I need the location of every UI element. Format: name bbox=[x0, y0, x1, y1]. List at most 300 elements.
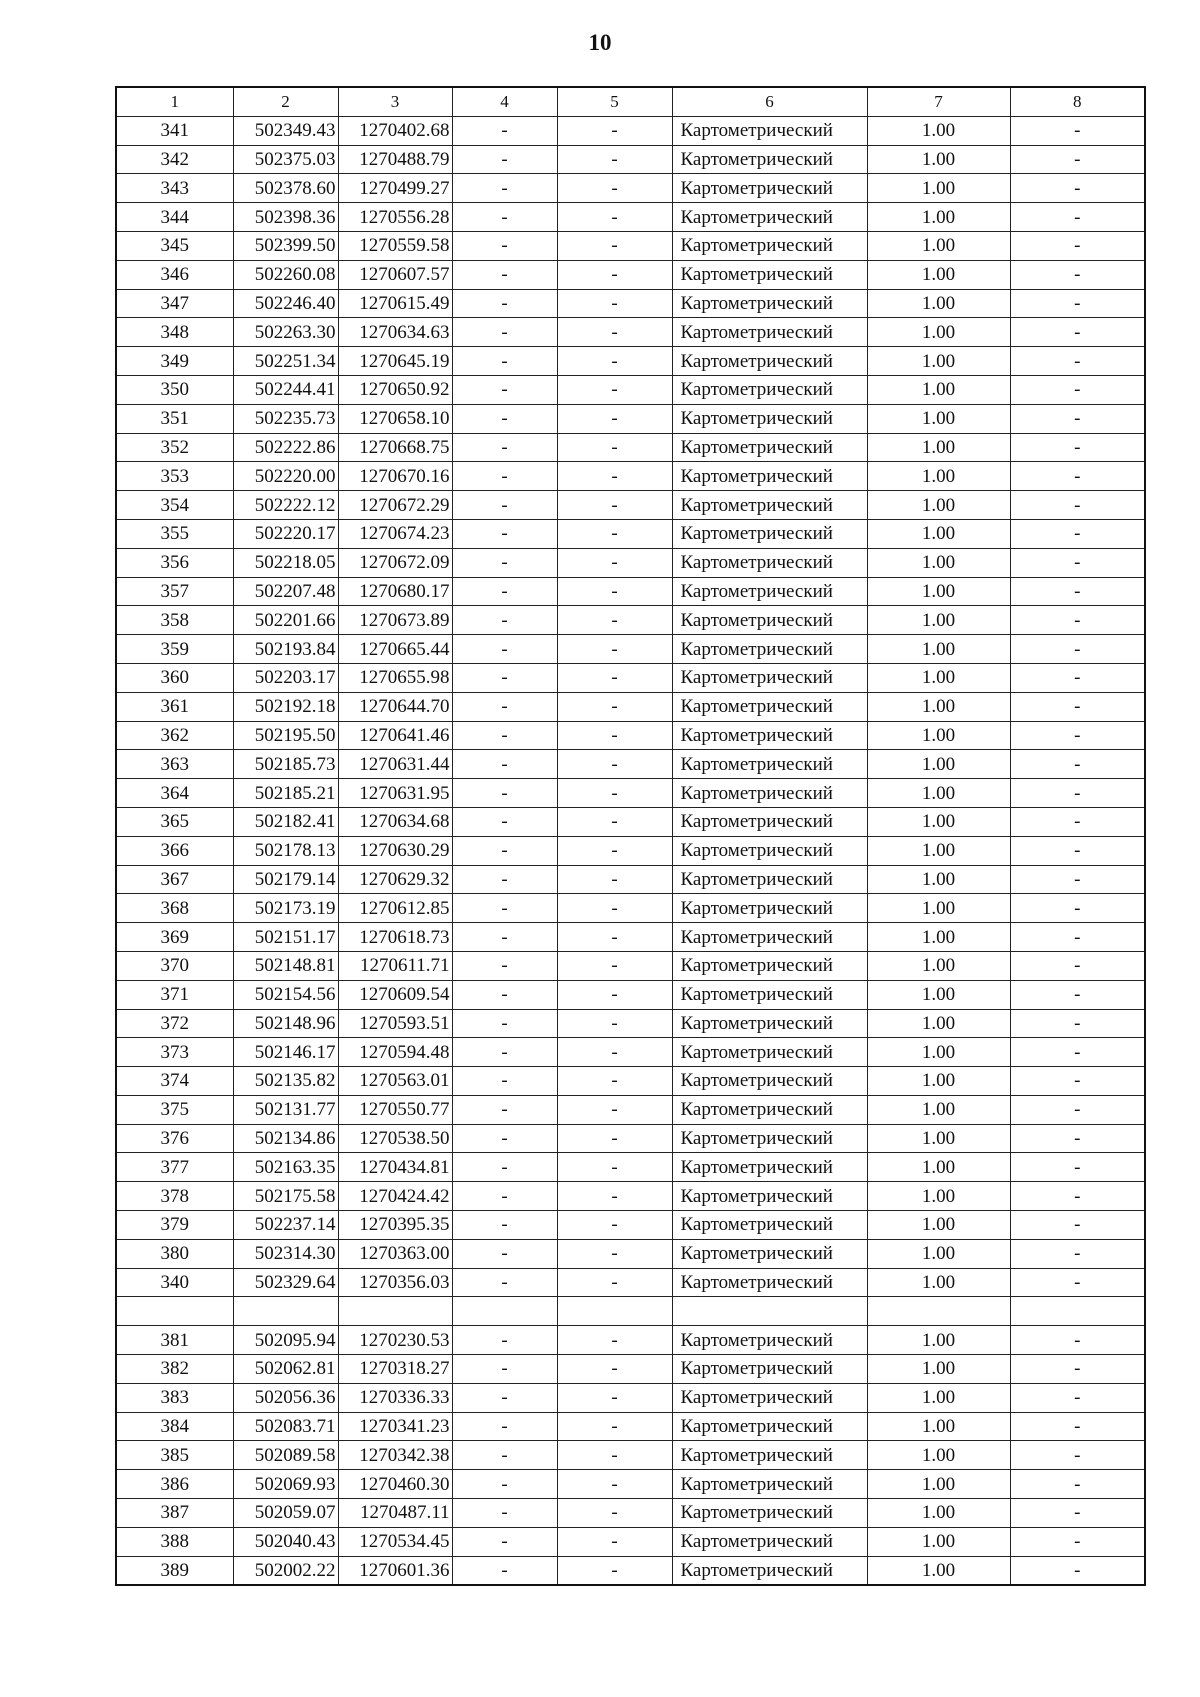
accuracy-cell: 1.00 bbox=[867, 318, 1010, 347]
x-coordinate-cell: 502246.40 bbox=[233, 289, 338, 318]
x-coordinate-cell: 502237.14 bbox=[233, 1211, 338, 1240]
method-cell: Картометрический bbox=[672, 1067, 867, 1096]
col-8-cell: - bbox=[1010, 750, 1145, 779]
col-4-cell: - bbox=[452, 1038, 557, 1067]
accuracy-cell: 1.00 bbox=[867, 548, 1010, 577]
point-number-cell: 354 bbox=[116, 491, 233, 520]
table-row bbox=[116, 519, 1145, 548]
x-coordinate-cell: 502378.60 bbox=[233, 174, 338, 203]
table-row bbox=[116, 260, 1145, 289]
col-5-cell: - bbox=[557, 145, 672, 174]
point-number-cell: 374 bbox=[116, 1067, 233, 1096]
accuracy-cell: 1.00 bbox=[867, 1211, 1010, 1240]
col-5-cell: - bbox=[557, 462, 672, 491]
x-coordinate-cell: 502083.71 bbox=[233, 1412, 338, 1441]
method-cell: Картометрический bbox=[672, 1124, 867, 1153]
col-4-cell: - bbox=[452, 1556, 557, 1585]
table-row bbox=[116, 951, 1145, 980]
table-row bbox=[116, 1499, 1145, 1528]
table-row bbox=[116, 894, 1145, 923]
method-cell: Картометрический bbox=[672, 606, 867, 635]
y-coordinate-cell: 1270341.23 bbox=[338, 1412, 452, 1441]
accuracy-cell: 1.00 bbox=[867, 923, 1010, 952]
y-coordinate-cell: 1270680.17 bbox=[338, 577, 452, 606]
x-coordinate-cell: 502154.56 bbox=[233, 980, 338, 1009]
table-row bbox=[116, 1355, 1145, 1384]
y-coordinate-cell: 1270618.73 bbox=[338, 923, 452, 952]
x-coordinate-cell: 502220.00 bbox=[233, 462, 338, 491]
table-row bbox=[116, 1527, 1145, 1556]
table-row bbox=[116, 548, 1145, 577]
col-5-cell: - bbox=[557, 548, 672, 577]
col-5-cell: - bbox=[557, 1412, 672, 1441]
y-coordinate-cell: 1270650.92 bbox=[338, 375, 452, 404]
point-number-cell: 383 bbox=[116, 1383, 233, 1412]
x-coordinate-cell: 502135.82 bbox=[233, 1067, 338, 1096]
col-8-cell: - bbox=[1010, 145, 1145, 174]
method-cell: Картометрический bbox=[672, 1527, 867, 1556]
method-cell: Картометрический bbox=[672, 1556, 867, 1585]
col-8-cell: - bbox=[1010, 519, 1145, 548]
y-coordinate-cell: 1270655.98 bbox=[338, 663, 452, 692]
y-coordinate-cell: 1270363.00 bbox=[338, 1239, 452, 1268]
accuracy-cell: 1.00 bbox=[867, 807, 1010, 836]
x-coordinate-cell: 502182.41 bbox=[233, 807, 338, 836]
col-4-cell: - bbox=[452, 1095, 557, 1124]
y-coordinate-cell: 1270644.70 bbox=[338, 692, 452, 721]
table-row bbox=[116, 1124, 1145, 1153]
table-row bbox=[116, 433, 1145, 462]
col-8-cell: - bbox=[1010, 1556, 1145, 1585]
col-8-cell: - bbox=[1010, 836, 1145, 865]
x-coordinate-cell bbox=[233, 1297, 338, 1326]
table-row bbox=[116, 750, 1145, 779]
table-row bbox=[116, 1268, 1145, 1297]
point-number-cell: 363 bbox=[116, 750, 233, 779]
point-number-cell: 347 bbox=[116, 289, 233, 318]
col-4-cell: - bbox=[452, 231, 557, 260]
header-cell-5: 5 bbox=[557, 87, 672, 116]
col-4-cell: - bbox=[452, 807, 557, 836]
point-number-cell: 386 bbox=[116, 1470, 233, 1499]
col-4-cell: - bbox=[452, 1239, 557, 1268]
method-cell: Картометрический bbox=[672, 663, 867, 692]
accuracy-cell: 1.00 bbox=[867, 750, 1010, 779]
accuracy-cell: 1.00 bbox=[867, 1009, 1010, 1038]
col-5-cell: - bbox=[557, 836, 672, 865]
col-4-cell: - bbox=[452, 174, 557, 203]
table-row bbox=[116, 491, 1145, 520]
col-8-cell: - bbox=[1010, 1441, 1145, 1470]
col-4-cell: - bbox=[452, 347, 557, 376]
col-4-cell: - bbox=[452, 1268, 557, 1297]
method-cell: Картометрический bbox=[672, 750, 867, 779]
accuracy-cell: 1.00 bbox=[867, 203, 1010, 232]
accuracy-cell: 1.00 bbox=[867, 1067, 1010, 1096]
col-4-cell: - bbox=[452, 692, 557, 721]
point-number-cell: 340 bbox=[116, 1268, 233, 1297]
col-5-cell: - bbox=[557, 289, 672, 318]
point-number-cell: 351 bbox=[116, 404, 233, 433]
col-5-cell: - bbox=[557, 779, 672, 808]
col-8-cell: - bbox=[1010, 231, 1145, 260]
y-coordinate-cell: 1270488.79 bbox=[338, 145, 452, 174]
accuracy-cell: 1.00 bbox=[867, 865, 1010, 894]
y-coordinate-cell: 1270641.46 bbox=[338, 721, 452, 750]
table-row bbox=[116, 231, 1145, 260]
col-8-cell: - bbox=[1010, 318, 1145, 347]
col-4-cell: - bbox=[452, 606, 557, 635]
col-4-cell: - bbox=[452, 260, 557, 289]
accuracy-cell: 1.00 bbox=[867, 1470, 1010, 1499]
accuracy-cell: 1.00 bbox=[867, 260, 1010, 289]
table-row bbox=[116, 116, 1145, 145]
method-cell: Картометрический bbox=[672, 145, 867, 174]
col-8-cell: - bbox=[1010, 1124, 1145, 1153]
y-coordinate-cell: 1270424.42 bbox=[338, 1182, 452, 1211]
col-8-cell: - bbox=[1010, 951, 1145, 980]
y-coordinate-cell: 1270674.23 bbox=[338, 519, 452, 548]
accuracy-cell: 1.00 bbox=[867, 519, 1010, 548]
method-cell: Картометрический bbox=[672, 635, 867, 664]
point-number-cell: 342 bbox=[116, 145, 233, 174]
table-row bbox=[116, 375, 1145, 404]
method-cell: Картометрический bbox=[672, 318, 867, 347]
table-row bbox=[116, 1470, 1145, 1499]
header-cell-1: 1 bbox=[116, 87, 233, 116]
accuracy-cell: 1.00 bbox=[867, 894, 1010, 923]
col-8-cell: - bbox=[1010, 1095, 1145, 1124]
accuracy-cell: 1.00 bbox=[867, 1239, 1010, 1268]
col-8-cell: - bbox=[1010, 1067, 1145, 1096]
col-5-cell: - bbox=[557, 721, 672, 750]
x-coordinate-cell: 502399.50 bbox=[233, 231, 338, 260]
col-4-cell: - bbox=[452, 519, 557, 548]
x-coordinate-cell: 502195.50 bbox=[233, 721, 338, 750]
col-4-cell: - bbox=[452, 1441, 557, 1470]
col-5-cell: - bbox=[557, 1067, 672, 1096]
method-cell: Картометрический bbox=[672, 203, 867, 232]
accuracy-cell: 1.00 bbox=[867, 1499, 1010, 1528]
y-coordinate-cell: 1270629.32 bbox=[338, 865, 452, 894]
table-row bbox=[116, 1556, 1145, 1585]
x-coordinate-cell: 502222.86 bbox=[233, 433, 338, 462]
x-coordinate-cell: 502069.93 bbox=[233, 1470, 338, 1499]
point-number-cell: 359 bbox=[116, 635, 233, 664]
col-8-cell: - bbox=[1010, 692, 1145, 721]
accuracy-cell: 1.00 bbox=[867, 145, 1010, 174]
method-cell: Картометрический bbox=[672, 462, 867, 491]
point-number-cell: 371 bbox=[116, 980, 233, 1009]
accuracy-cell: 1.00 bbox=[867, 289, 1010, 318]
table-row bbox=[116, 318, 1145, 347]
x-coordinate-cell: 502398.36 bbox=[233, 203, 338, 232]
method-cell: Картометрический bbox=[672, 865, 867, 894]
point-number-cell: 346 bbox=[116, 260, 233, 289]
col-4-cell: - bbox=[452, 1124, 557, 1153]
x-coordinate-cell: 502178.13 bbox=[233, 836, 338, 865]
accuracy-cell: 1.00 bbox=[867, 980, 1010, 1009]
x-coordinate-cell: 502222.12 bbox=[233, 491, 338, 520]
table-row bbox=[116, 1239, 1145, 1268]
point-number-cell: 382 bbox=[116, 1355, 233, 1384]
table-row bbox=[116, 1153, 1145, 1182]
page-number: 10 bbox=[588, 30, 612, 55]
col-5-cell: - bbox=[557, 491, 672, 520]
x-coordinate-cell: 502329.64 bbox=[233, 1268, 338, 1297]
y-coordinate-cell: 1270556.28 bbox=[338, 203, 452, 232]
col-8-cell bbox=[1010, 1297, 1145, 1326]
col-8-cell: - bbox=[1010, 1153, 1145, 1182]
table-row bbox=[116, 865, 1145, 894]
coordinates-table bbox=[115, 86, 1146, 1586]
col-5-cell: - bbox=[557, 606, 672, 635]
y-coordinate-cell: 1270634.68 bbox=[338, 807, 452, 836]
col-5-cell: - bbox=[557, 1182, 672, 1211]
col-8-cell: - bbox=[1010, 1268, 1145, 1297]
x-coordinate-cell: 502134.86 bbox=[233, 1124, 338, 1153]
method-cell: Картометрический bbox=[672, 548, 867, 577]
accuracy-cell: 1.00 bbox=[867, 462, 1010, 491]
accuracy-cell: 1.00 bbox=[867, 663, 1010, 692]
accuracy-cell: 1.00 bbox=[867, 1355, 1010, 1384]
table-row bbox=[116, 404, 1145, 433]
x-coordinate-cell: 502040.43 bbox=[233, 1527, 338, 1556]
accuracy-cell: 1.00 bbox=[867, 1095, 1010, 1124]
point-number-cell: 358 bbox=[116, 606, 233, 635]
col-8-cell: - bbox=[1010, 1182, 1145, 1211]
col-4-cell: - bbox=[452, 145, 557, 174]
x-coordinate-cell: 502062.81 bbox=[233, 1355, 338, 1384]
accuracy-cell: 1.00 bbox=[867, 1124, 1010, 1153]
col-5-cell: - bbox=[557, 375, 672, 404]
method-cell: Картометрический bbox=[672, 231, 867, 260]
table-row bbox=[116, 980, 1145, 1009]
point-number-cell: 355 bbox=[116, 519, 233, 548]
x-coordinate-cell: 502151.17 bbox=[233, 923, 338, 952]
col-8-cell: - bbox=[1010, 289, 1145, 318]
y-coordinate-cell: 1270563.01 bbox=[338, 1067, 452, 1096]
method-cell: Картометрический bbox=[672, 519, 867, 548]
col-8-cell: - bbox=[1010, 174, 1145, 203]
col-5-cell: - bbox=[557, 318, 672, 347]
table-row bbox=[116, 289, 1145, 318]
method-cell: Картометрический bbox=[672, 1182, 867, 1211]
col-8-cell: - bbox=[1010, 116, 1145, 145]
x-coordinate-cell: 502203.17 bbox=[233, 663, 338, 692]
y-coordinate-cell: 1270593.51 bbox=[338, 1009, 452, 1038]
table-row bbox=[116, 836, 1145, 865]
table-row bbox=[116, 203, 1145, 232]
col-8-cell: - bbox=[1010, 606, 1145, 635]
col-5-cell: - bbox=[557, 951, 672, 980]
col-8-cell: - bbox=[1010, 865, 1145, 894]
table-row bbox=[116, 807, 1145, 836]
method-cell: Картометрический bbox=[672, 404, 867, 433]
header-cell-4: 4 bbox=[452, 87, 557, 116]
table-row bbox=[116, 692, 1145, 721]
point-number-cell: 369 bbox=[116, 923, 233, 952]
col-4-cell: - bbox=[452, 894, 557, 923]
y-coordinate-cell: 1270230.53 bbox=[338, 1326, 452, 1355]
accuracy-cell: 1.00 bbox=[867, 1527, 1010, 1556]
y-coordinate-cell: 1270631.95 bbox=[338, 779, 452, 808]
point-number-cell: 379 bbox=[116, 1211, 233, 1240]
method-cell: Картометрический bbox=[672, 721, 867, 750]
y-coordinate-cell: 1270665.44 bbox=[338, 635, 452, 664]
accuracy-cell: 1.00 bbox=[867, 721, 1010, 750]
col-8-cell: - bbox=[1010, 779, 1145, 808]
col-4-cell: - bbox=[452, 116, 557, 145]
y-coordinate-cell: 1270612.85 bbox=[338, 894, 452, 923]
x-coordinate-cell: 502244.41 bbox=[233, 375, 338, 404]
col-8-cell: - bbox=[1010, 462, 1145, 491]
col-8-cell: - bbox=[1010, 1326, 1145, 1355]
method-cell: Картометрический bbox=[672, 1441, 867, 1470]
x-coordinate-cell: 502314.30 bbox=[233, 1239, 338, 1268]
y-coordinate-cell: 1270668.75 bbox=[338, 433, 452, 462]
method-cell: Картометрический bbox=[672, 347, 867, 376]
y-coordinate-cell: 1270336.33 bbox=[338, 1383, 452, 1412]
y-coordinate-cell: 1270631.44 bbox=[338, 750, 452, 779]
point-number-cell: 373 bbox=[116, 1038, 233, 1067]
accuracy-cell: 1.00 bbox=[867, 1412, 1010, 1441]
col-5-cell: - bbox=[557, 519, 672, 548]
table-row bbox=[116, 606, 1145, 635]
method-cell: Картометрический bbox=[672, 1211, 867, 1240]
col-4-cell: - bbox=[452, 1009, 557, 1038]
table-row bbox=[116, 1326, 1145, 1355]
y-coordinate-cell: 1270559.58 bbox=[338, 231, 452, 260]
y-coordinate-cell: 1270615.49 bbox=[338, 289, 452, 318]
col-4-cell: - bbox=[452, 836, 557, 865]
x-coordinate-cell: 502263.30 bbox=[233, 318, 338, 347]
col-4-cell: - bbox=[452, 289, 557, 318]
table-row bbox=[116, 462, 1145, 491]
x-coordinate-cell: 502192.18 bbox=[233, 692, 338, 721]
col-4-cell: - bbox=[452, 1153, 557, 1182]
col-4-cell: - bbox=[452, 1067, 557, 1096]
y-coordinate-cell: 1270611.71 bbox=[338, 951, 452, 980]
x-coordinate-cell: 502148.81 bbox=[233, 951, 338, 980]
y-coordinate-cell: 1270499.27 bbox=[338, 174, 452, 203]
x-coordinate-cell: 502185.73 bbox=[233, 750, 338, 779]
col-4-cell: - bbox=[452, 750, 557, 779]
col-4-cell: - bbox=[452, 721, 557, 750]
table-row bbox=[116, 635, 1145, 664]
col-5-cell: - bbox=[557, 1124, 672, 1153]
point-number-cell bbox=[116, 1297, 233, 1326]
y-coordinate-cell: 1270594.48 bbox=[338, 1038, 452, 1067]
col-5-cell: - bbox=[557, 1441, 672, 1470]
accuracy-cell: 1.00 bbox=[867, 433, 1010, 462]
y-coordinate-cell: 1270670.16 bbox=[338, 462, 452, 491]
col-8-cell: - bbox=[1010, 894, 1145, 923]
table-row bbox=[116, 1441, 1145, 1470]
col-5-cell: - bbox=[557, 1239, 672, 1268]
x-coordinate-cell: 502163.35 bbox=[233, 1153, 338, 1182]
x-coordinate-cell: 502056.36 bbox=[233, 1383, 338, 1412]
point-number-cell: 348 bbox=[116, 318, 233, 347]
col-8-cell: - bbox=[1010, 404, 1145, 433]
y-coordinate-cell: 1270550.77 bbox=[338, 1095, 452, 1124]
col-8-cell: - bbox=[1010, 980, 1145, 1009]
table-row bbox=[116, 1095, 1145, 1124]
accuracy-cell: 1.00 bbox=[867, 836, 1010, 865]
y-coordinate-cell: 1270538.50 bbox=[338, 1124, 452, 1153]
table-row bbox=[116, 347, 1145, 376]
table-row bbox=[116, 663, 1145, 692]
col-8-cell: - bbox=[1010, 1009, 1145, 1038]
method-cell: Картометрический bbox=[672, 174, 867, 203]
accuracy-cell: 1.00 bbox=[867, 577, 1010, 606]
header-cell-8: 8 bbox=[1010, 87, 1145, 116]
col-8-cell: - bbox=[1010, 347, 1145, 376]
col-4-cell: - bbox=[452, 865, 557, 894]
accuracy-cell: 1.00 bbox=[867, 1268, 1010, 1297]
method-cell: Картометрический bbox=[672, 289, 867, 318]
col-4-cell: - bbox=[452, 1355, 557, 1384]
col-4-cell: - bbox=[452, 635, 557, 664]
table-row bbox=[116, 1009, 1145, 1038]
point-number-cell: 380 bbox=[116, 1239, 233, 1268]
y-coordinate-cell: 1270356.03 bbox=[338, 1268, 452, 1297]
x-coordinate-cell: 502251.34 bbox=[233, 347, 338, 376]
table-row bbox=[116, 1038, 1145, 1067]
col-4-cell: - bbox=[452, 1182, 557, 1211]
col-8-cell: - bbox=[1010, 203, 1145, 232]
col-4-cell: - bbox=[452, 980, 557, 1009]
col-8-cell: - bbox=[1010, 1211, 1145, 1240]
col-8-cell: - bbox=[1010, 1527, 1145, 1556]
col-8-cell: - bbox=[1010, 923, 1145, 952]
point-number-cell: 349 bbox=[116, 347, 233, 376]
col-8-cell: - bbox=[1010, 1383, 1145, 1412]
col-4-cell: - bbox=[452, 1527, 557, 1556]
x-coordinate-cell: 502095.94 bbox=[233, 1326, 338, 1355]
y-coordinate-cell: 1270318.27 bbox=[338, 1355, 452, 1384]
x-coordinate-cell: 502185.21 bbox=[233, 779, 338, 808]
col-4-cell: - bbox=[452, 375, 557, 404]
method-cell: Картометрический bbox=[672, 375, 867, 404]
table-row bbox=[116, 1067, 1145, 1096]
accuracy-cell: 1.00 bbox=[867, 231, 1010, 260]
y-coordinate-cell: 1270460.30 bbox=[338, 1470, 452, 1499]
col-5-cell: - bbox=[557, 1383, 672, 1412]
x-coordinate-cell: 502059.07 bbox=[233, 1499, 338, 1528]
point-number-cell: 356 bbox=[116, 548, 233, 577]
point-number-cell: 385 bbox=[116, 1441, 233, 1470]
col-5-cell: - bbox=[557, 635, 672, 664]
col-5-cell: - bbox=[557, 1499, 672, 1528]
point-number-cell: 367 bbox=[116, 865, 233, 894]
y-coordinate-cell: 1270672.29 bbox=[338, 491, 452, 520]
col-8-cell: - bbox=[1010, 807, 1145, 836]
method-cell: Картометрический bbox=[672, 1038, 867, 1067]
point-number-cell: 377 bbox=[116, 1153, 233, 1182]
col-8-cell: - bbox=[1010, 1355, 1145, 1384]
accuracy-cell: 1.00 bbox=[867, 491, 1010, 520]
col-5-cell: - bbox=[557, 663, 672, 692]
accuracy-cell: 1.00 bbox=[867, 404, 1010, 433]
accuracy-cell: 1.00 bbox=[867, 1038, 1010, 1067]
col-8-cell: - bbox=[1010, 491, 1145, 520]
table-row bbox=[116, 145, 1145, 174]
y-coordinate-cell: 1270534.45 bbox=[338, 1527, 452, 1556]
x-coordinate-cell: 502201.66 bbox=[233, 606, 338, 635]
table-row bbox=[116, 174, 1145, 203]
accuracy-cell: 1.00 bbox=[867, 779, 1010, 808]
